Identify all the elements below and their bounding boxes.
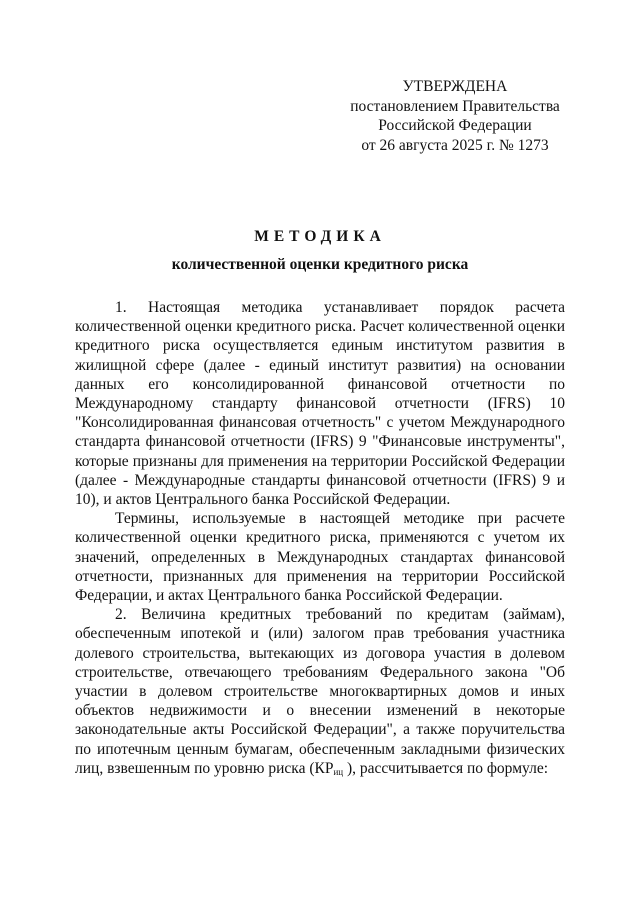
approval-heading: УТВЕРЖДЕНА — [402, 78, 508, 95]
approval-stamp — [335, 77, 575, 155]
paragraph-2: Термины, используемые в настоящей методике при расчете количественной оценки кредитного риска, применяются с учетом их значений, определенных в Международных стандартах финансовой отчетности, признанных для применения на территории Российской Федерации, и актах Центрального банка Российской Федерации. — [75, 510, 565, 605]
paragraph-1: 1. Настоящая методика устанавливает порядок расчета количественной оценки кредитного риска. Расчет количественной оценки кредитного риска осуществляется единым институтом развития в жилищной сфере (далее - единый институт развития) на основании данных его консолидированной финансовой отчетности по Международному стандарту финансовой отчетности (IFRS) 10 "Консолидированная финансовая отчетность" с учетом Международного стандарта финансовой отчетности (IFRS) 9 "Финансовые инструменты", которые признаны для применения на территории Российской Федерации (далее - Международные стандарты финансовой отчетности (IFRS) 9 и 10), и актов Центрального банка Российской Федерации. — [75, 299, 565, 509]
approval-line-1: постановлением Правительства — [350, 97, 560, 115]
document-title: МЕТОДИКА — [254, 228, 386, 245]
document-subtitle: количественной оценки кредитного риска — [171, 256, 469, 273]
document-body — [75, 298, 565, 782]
paragraph-3 — [75, 605, 565, 782]
approval-line-2: Российской Федерации — [378, 117, 532, 134]
paragraph-3-text: 2. Величина кредитных требований по кредитам (займам), обеспеченным ипотекой и (или) залогом прав требования участника долевого строительства, вытекающих из договора участия в долевом строительстве, отвечающего требованиям Федерального закона "Об участии в долевом строительстве многоквартирных домов и иных объектов недвижимости и о внесении изменений в некоторые законодательные акты Российской Федерации", а также поручительства по ипотечным ценным бумагам, обеспеченным закладными физических лиц, взвешенным по уровню риска (КР — [75, 606, 565, 777]
approval-line-3: от 26 августа 2025 г. № 1273 — [361, 136, 549, 154]
paragraph-3-tail: ), рассчитывается по формуле: — [346, 759, 548, 777]
risk-subscript: иц — [333, 766, 344, 777]
